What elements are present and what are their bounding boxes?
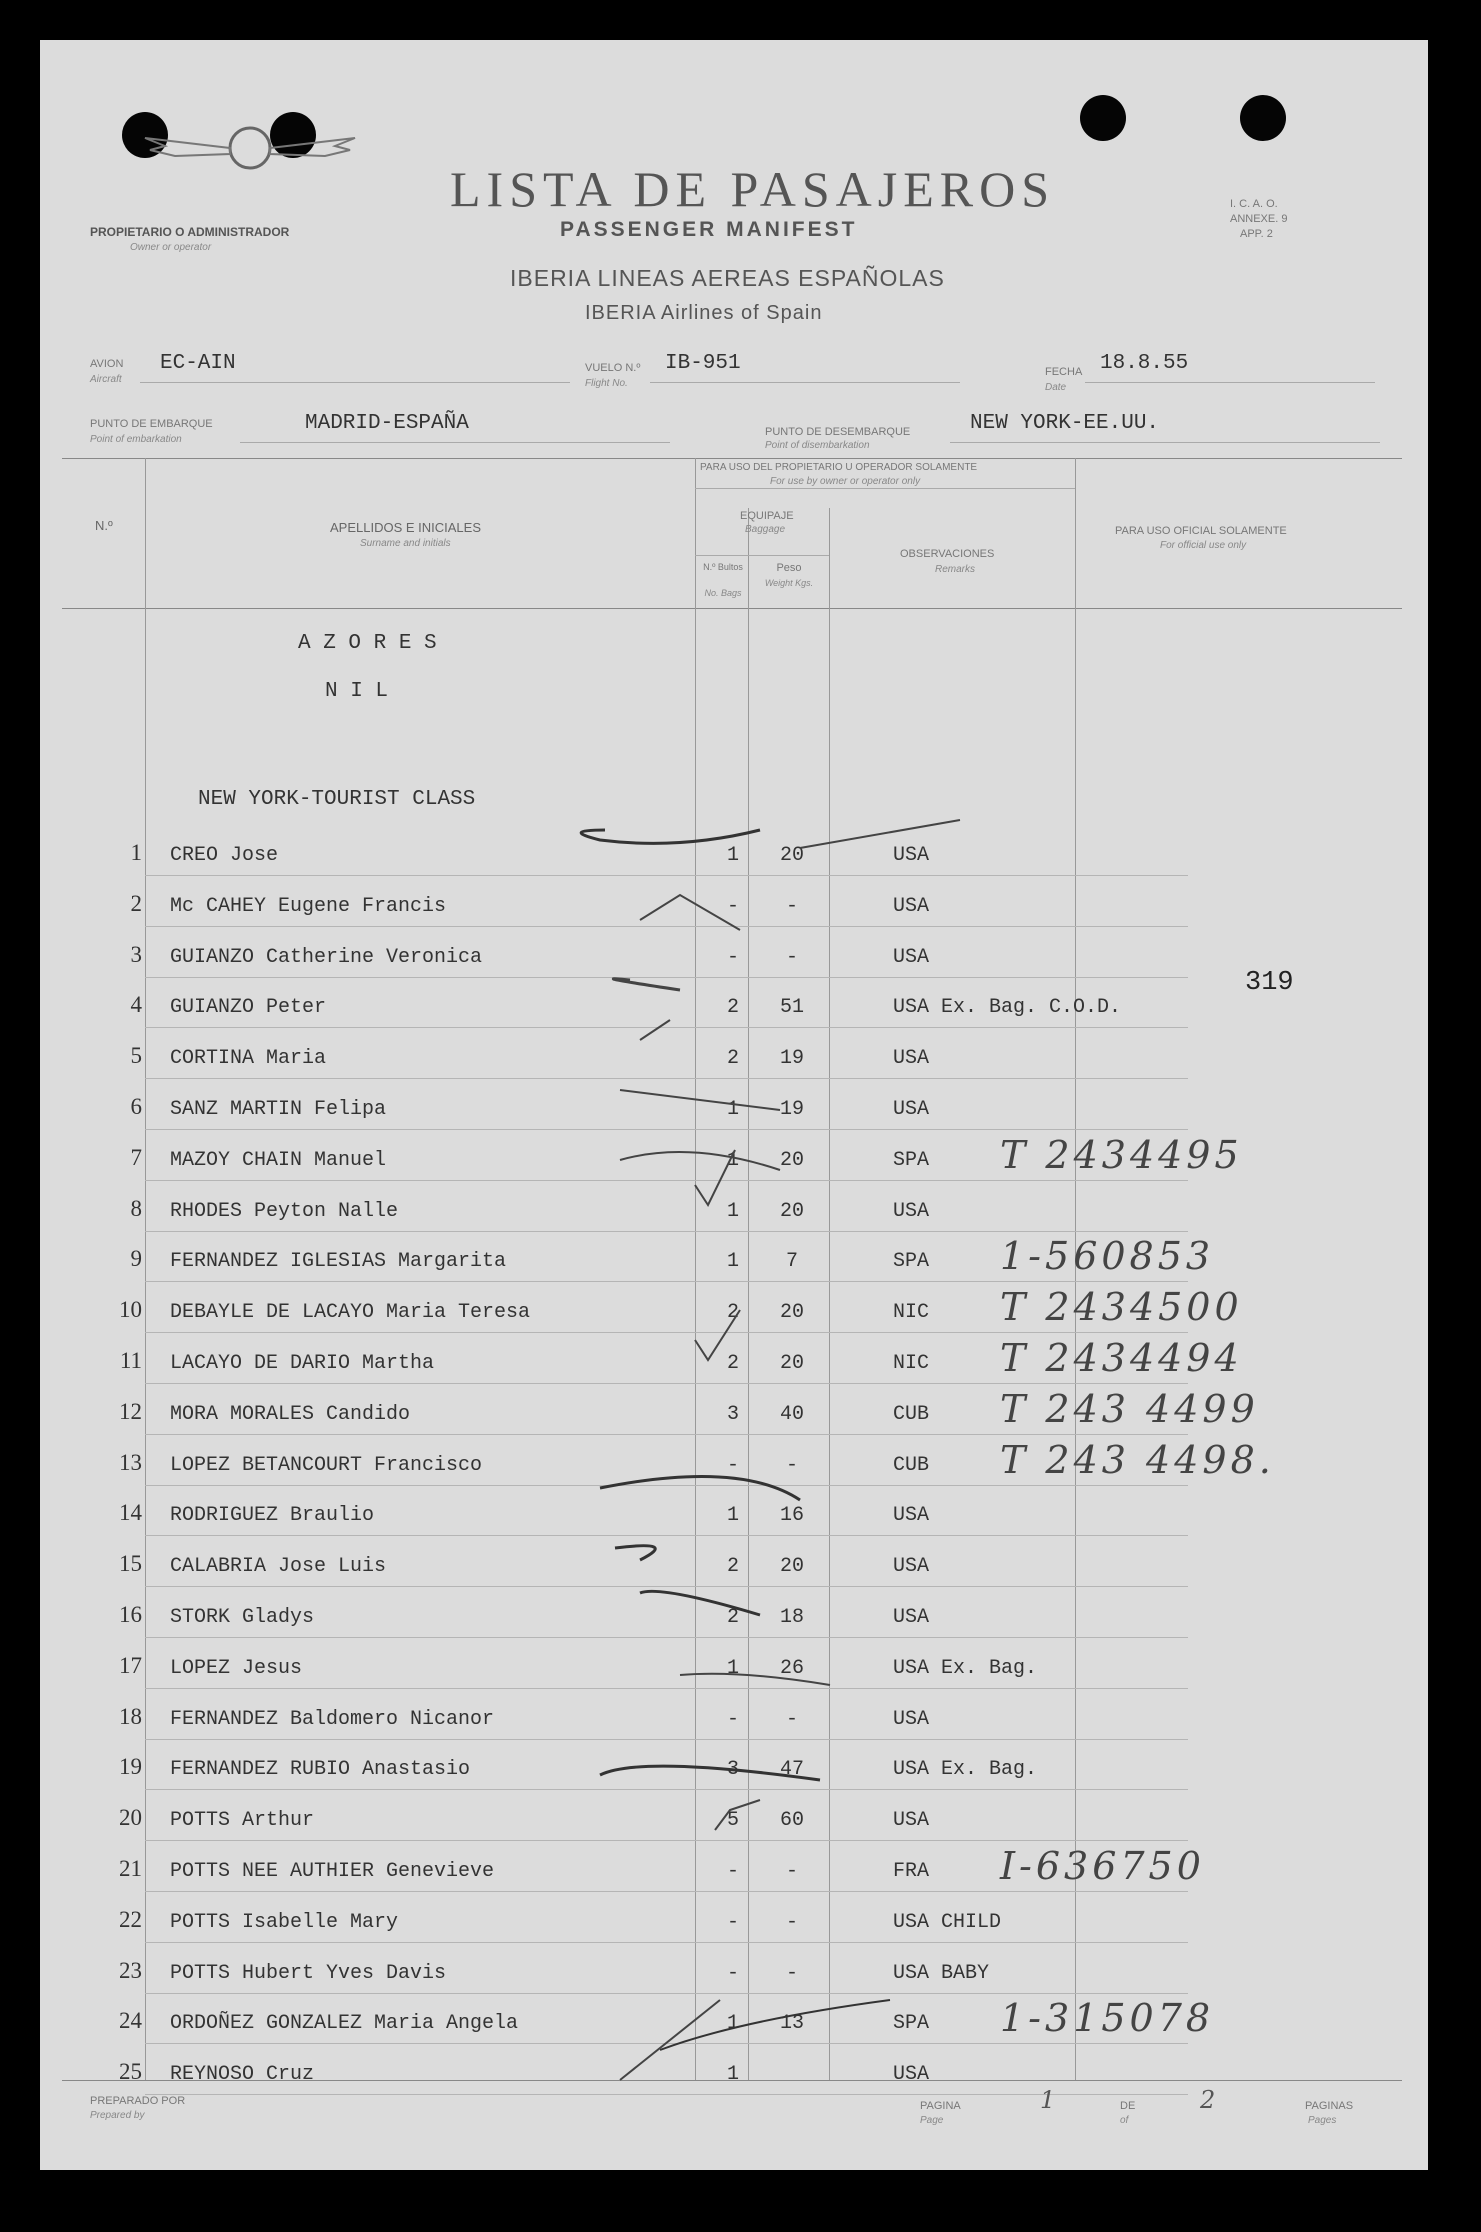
passenger-ticket-handwritten: T 243 4498.	[1000, 1438, 1275, 1482]
prepared-by-label: PREPARADO POR	[90, 2095, 186, 2107]
passenger-bags: 2	[726, 1606, 739, 1629]
col-names-header: APELLIDOS E INICIALES	[330, 520, 482, 535]
passenger-remarks: NIC	[893, 1301, 930, 1324]
passenger-bags: 1	[726, 1657, 739, 1680]
passenger-number: 3	[130, 942, 142, 967]
passenger-number: 8	[130, 1196, 142, 1221]
passenger-remarks: SPA	[893, 1149, 930, 1172]
passenger-ticket-handwritten: 1-315078	[1000, 1996, 1215, 2040]
passenger-remarks: USA	[893, 1708, 930, 1731]
passenger-name: CORTINA Maria	[170, 1047, 327, 1070]
passenger-remarks: USA	[893, 844, 930, 867]
airline-name-en: IBERIA Airlines of Spain	[585, 302, 823, 324]
passenger-name: GUIANZO Catherine Veronica	[170, 946, 483, 969]
annex-label: ANNEXE. 9	[1230, 213, 1288, 225]
embark-value: MADRID-ESPAÑA	[305, 412, 469, 435]
passenger-weight: 47	[779, 1758, 804, 1781]
flight-label: VUELO N.º	[585, 362, 641, 374]
bags-count-header-en: No. Bags	[704, 588, 742, 598]
passenger-name: FERNANDEZ IGLESIAS Margarita	[170, 1250, 507, 1273]
passenger-weight: 40	[779, 1403, 804, 1426]
passenger-number: 19	[119, 1754, 142, 1779]
passenger-bags: 1	[726, 1504, 739, 1527]
date-label: FECHA	[1045, 366, 1083, 378]
passenger-name: FERNANDEZ Baldomero Nicanor	[170, 1708, 495, 1731]
passenger-name: POTTS Hubert Yves Davis	[170, 1962, 447, 1985]
official-use-header: PARA USO OFICIAL SOLAMENTE	[1115, 525, 1287, 537]
passenger-number: 1	[130, 840, 142, 865]
aircraft-value: EC-AIN	[160, 352, 236, 375]
passenger-bags: -	[726, 895, 739, 918]
of-value: 2	[1200, 2086, 1216, 2114]
passenger-weight: 60	[779, 1809, 804, 1832]
passenger-ticket-handwritten: I-636750	[1000, 1844, 1205, 1888]
passenger-name: GUIANZO Peter	[170, 996, 327, 1019]
passenger-bags: 2	[726, 1555, 739, 1578]
passenger-name: DEBAYLE DE LACAYO Maria Teresa	[170, 1301, 531, 1324]
passenger-bags: -	[726, 946, 739, 969]
baggage-header: EQUIPAJE	[740, 510, 794, 522]
passenger-bags: 5	[726, 1809, 739, 1832]
col-number-header: N.º	[95, 518, 113, 533]
azores-heading: A Z O R E S	[298, 632, 437, 655]
passenger-number: 7	[130, 1145, 142, 1170]
manifest-sheet	[40, 40, 1428, 2170]
passenger-number: 9	[130, 1246, 142, 1271]
passenger-name: CREO Jose	[170, 844, 279, 867]
passenger-number: 2	[130, 891, 142, 916]
passenger-number: 23	[119, 1958, 142, 1983]
passenger-weight: 20	[779, 1352, 804, 1375]
passenger-name: RODRIGUEZ Braulio	[170, 1504, 375, 1527]
passenger-number: 25	[119, 2059, 142, 2084]
passenger-remarks: SPA	[893, 2012, 930, 2035]
page-label-en: Page	[920, 2115, 944, 2126]
passenger-remarks: NIC	[893, 1352, 930, 1375]
prepared-by-label-en: Prepared by	[90, 2110, 145, 2121]
passenger-number: 22	[119, 1907, 142, 1932]
passenger-ticket-handwritten: T 2434494	[1000, 1336, 1243, 1380]
passenger-name: LOPEZ BETANCOURT Francisco	[170, 1454, 483, 1477]
passenger-bags: 3	[726, 1758, 739, 1781]
passenger-name: MAZOY CHAIN Manuel	[170, 1149, 387, 1172]
passenger-remarks: USA Ex. Bag.	[893, 1657, 1038, 1680]
embark-label-en: Point of embarkation	[90, 434, 182, 445]
passenger-remarks: USA	[893, 2063, 930, 2086]
passenger-weight: 20	[779, 1149, 804, 1172]
passenger-number: 12	[119, 1399, 142, 1424]
remarks-header: OBSERVACIONES	[900, 548, 995, 560]
passenger-ticket-handwritten: 1-560853	[1000, 1234, 1215, 1278]
page-subtitle: PASSENGER MANIFEST	[560, 218, 858, 241]
passenger-remarks: USA	[893, 895, 930, 918]
passenger-number: 11	[119, 1348, 142, 1373]
passenger-bags: 1	[726, 2012, 739, 2035]
passenger-weight: -	[785, 1911, 798, 1934]
aircraft-label-en: Aircraft	[90, 374, 122, 385]
owner-label-en: Owner or operator	[130, 242, 212, 253]
passenger-number: 18	[119, 1704, 142, 1729]
passenger-weight: 26	[779, 1657, 804, 1680]
passenger-weight: -	[785, 1962, 798, 1985]
embark-label: PUNTO DE EMBARQUE	[90, 418, 213, 430]
passenger-bags: 2	[726, 1301, 739, 1324]
page-label: PAGINA	[920, 2100, 961, 2112]
passenger-remarks: USA Ex. Bag.	[893, 1758, 1038, 1781]
passenger-bags: 2	[726, 1352, 739, 1375]
passenger-bags: 1	[726, 1149, 739, 1172]
passenger-name: STORK Gladys	[170, 1606, 315, 1629]
passenger-remarks: USA	[893, 1606, 930, 1629]
nil-heading: N I L	[325, 680, 389, 703]
passenger-bags: 2	[726, 996, 739, 1019]
date-value: 18.8.55	[1100, 352, 1189, 375]
checkmark-annotations	[40, 40, 1428, 2170]
passenger-weight: 13	[779, 2012, 804, 2035]
col-names-header-en: Surname and initials	[360, 538, 451, 549]
weight-header: Peso	[776, 562, 802, 574]
passenger-weight: 19	[779, 1047, 804, 1070]
passenger-remarks: USA CHILD	[893, 1911, 1002, 1934]
passenger-name: POTTS Isabelle Mary	[170, 1911, 399, 1934]
passenger-number: 13	[119, 1450, 142, 1475]
passenger-bags: 1	[726, 1098, 739, 1121]
owner-label: PROPIETARIO O ADMINISTRADOR	[90, 225, 290, 239]
passenger-remarks: FRA	[893, 1860, 930, 1883]
passenger-weight: -	[785, 946, 798, 969]
passenger-weight: 18	[779, 1606, 804, 1629]
airline-name-es: IBERIA LINEAS AEREAS ESPAÑOLAS	[510, 265, 945, 291]
passenger-bags: -	[726, 1962, 739, 1985]
passenger-number: 21	[119, 1856, 142, 1881]
passenger-weight: -	[785, 895, 798, 918]
passenger-name: LACAYO DE DARIO Martha	[170, 1352, 435, 1375]
passenger-remarks: USA Ex. Bag. C.O.D.	[893, 996, 1122, 1019]
passenger-name: ORDOÑEZ GONZALEZ Maria Angela	[170, 2012, 519, 2035]
passenger-weight: 20	[779, 844, 804, 867]
passenger-name: SANZ MARTIN Felipa	[170, 1098, 387, 1121]
passenger-remarks: USA BABY	[893, 1962, 990, 1985]
passenger-number: 5	[130, 1043, 142, 1068]
passenger-bags: -	[726, 1911, 739, 1934]
pages-label-en: Pages	[1308, 2115, 1337, 2126]
passenger-remarks: USA	[893, 1047, 930, 1070]
passenger-ticket-handwritten: T 243 4499	[1000, 1387, 1259, 1431]
passenger-weight: 51	[779, 996, 804, 1019]
official-number: 319	[1245, 968, 1294, 998]
passenger-name: Mc CAHEY Eugene Francis	[170, 895, 447, 918]
passenger-name: POTTS NEE AUTHIER Genevieve	[170, 1860, 495, 1883]
pages-label: PAGINAS	[1305, 2100, 1354, 2112]
passenger-number: 24	[119, 2008, 142, 2033]
page-title: LISTA DE PASAJEROS	[450, 161, 1056, 217]
passenger-remarks: USA	[893, 1200, 930, 1223]
passenger-remarks: USA	[893, 1809, 930, 1832]
passenger-number: 17	[119, 1653, 142, 1678]
passenger-bags: -	[726, 1860, 739, 1883]
passenger-bags: 3	[726, 1403, 739, 1426]
passenger-remarks: USA	[893, 1555, 930, 1578]
passenger-name: MORA MORALES Candido	[170, 1403, 411, 1426]
flight-value: IB-951	[665, 352, 741, 375]
passenger-number: 4	[130, 992, 142, 1017]
operator-use-header: PARA USO DEL PROPIETARIO U OPERADOR SOLAMENTE	[700, 462, 978, 473]
passenger-remarks: CUB	[893, 1403, 930, 1426]
passenger-bags: 1	[726, 1250, 739, 1273]
passenger-name: RHODES Peyton Nalle	[170, 1200, 399, 1223]
operator-use-header-en: For use by owner or operator only	[770, 476, 921, 487]
passenger-ticket-handwritten: T 2434500	[1000, 1285, 1243, 1329]
bags-count-header: N.º Bultos	[703, 562, 743, 572]
passenger-weight: 19	[779, 1098, 804, 1121]
passenger-bags: 2	[726, 1047, 739, 1070]
disembark-label: PUNTO DE DESEMBARQUE	[765, 426, 911, 438]
passenger-number: 16	[119, 1602, 142, 1627]
passenger-name: FERNANDEZ RUBIO Anastasio	[170, 1758, 471, 1781]
passenger-bags: -	[726, 1454, 739, 1477]
passenger-weight: 7	[785, 1250, 798, 1273]
passenger-remarks: USA	[893, 946, 930, 969]
passenger-name: REYNOSO Cruz	[170, 2063, 315, 2086]
passenger-bags: 1	[726, 2063, 739, 2086]
weight-header-en: Weight Kgs.	[764, 578, 814, 588]
passenger-number: 14	[119, 1500, 142, 1525]
passenger-name: CALABRIA Jose Luis	[170, 1555, 387, 1578]
passenger-weight: 20	[779, 1301, 804, 1324]
passenger-number: 10	[119, 1297, 142, 1322]
passenger-weight: -	[785, 1454, 798, 1477]
official-use-header-en: For official use only	[1160, 540, 1247, 551]
baggage-header-en: Baggage	[745, 524, 786, 535]
icao-label: I. C. A. O.	[1230, 198, 1278, 210]
of-label: DE	[1120, 2100, 1136, 2112]
tourist-class-heading: NEW YORK-TOURIST CLASS	[198, 788, 476, 811]
passenger-remarks: CUB	[893, 1454, 930, 1477]
date-label-en: Date	[1045, 382, 1067, 393]
passenger-bags: -	[726, 1708, 739, 1731]
passenger-ticket-handwritten: T 2434495	[1000, 1133, 1243, 1177]
passenger-weight: 20	[779, 1200, 804, 1223]
passenger-weight: -	[785, 1860, 798, 1883]
disembark-value: NEW YORK-EE.UU.	[970, 412, 1160, 435]
passenger-bags: 1	[726, 844, 739, 867]
page-value: 1	[1040, 2086, 1056, 2114]
aircraft-label: AVION	[90, 358, 124, 370]
passenger-weight: -	[785, 1708, 798, 1731]
passenger-weight: 16	[779, 1504, 804, 1527]
of-label-en: of	[1120, 2115, 1129, 2126]
app-label: APP. 2	[1240, 228, 1273, 240]
passenger-remarks: USA	[893, 1504, 930, 1527]
passenger-name: POTTS Arthur	[170, 1809, 315, 1832]
passenger-weight: 20	[779, 1555, 804, 1578]
flight-label-en: Flight No.	[585, 378, 628, 389]
passenger-number: 15	[119, 1551, 142, 1576]
remarks-header-en: Remarks	[935, 564, 976, 575]
passenger-remarks: USA	[893, 1098, 930, 1121]
passenger-remarks: SPA	[893, 1250, 930, 1273]
passenger-name: LOPEZ Jesus	[170, 1657, 303, 1680]
passenger-bags: 1	[726, 1200, 739, 1223]
passenger-number: 20	[119, 1805, 142, 1830]
passenger-number: 6	[130, 1094, 142, 1119]
disembark-label-en: Point of disembarkation	[765, 440, 870, 451]
